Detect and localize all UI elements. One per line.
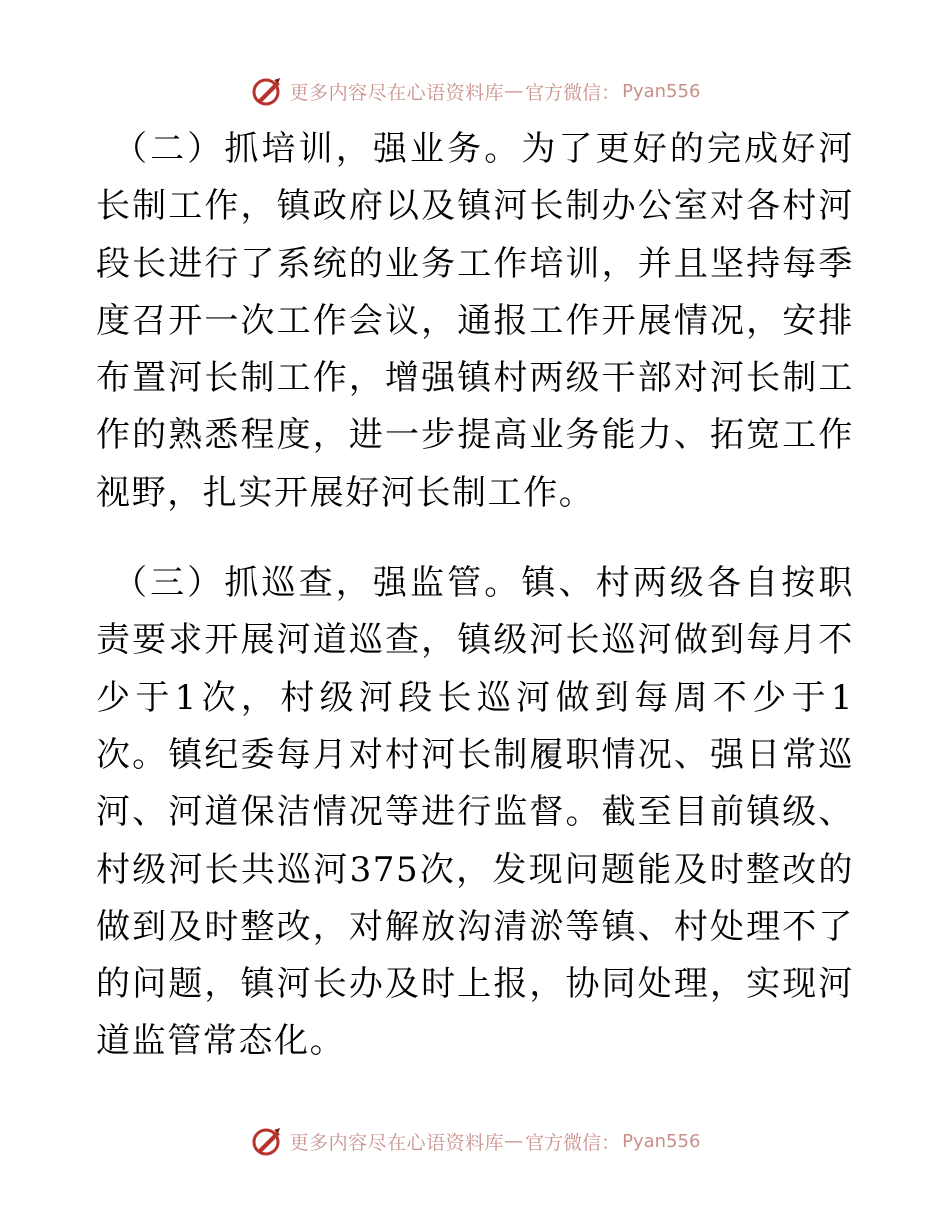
watermark-text: 更多内容尽在心语资料库 [289, 81, 505, 104]
header-watermark [0, 71, 950, 111]
watermark-text: 更多内容尽在心语资料库 [289, 1131, 505, 1154]
paragraph-patrol: （三）抓巡查，强监管。镇、村两级各自按职责要求开展河道巡查，镇级河长巡河做到每月不少于1次，村级河段长巡河做到每周不少于1次。镇纪委每月对村河长制履职情况、强日常巡河、河道保洁情况等进行监督。截至目前镇级、村级河长共巡河375次，发现问题能及时整改的做到及时整改，对解放沟清淤等镇、村处理不了的问题，镇河长办及时上报，协同处理，实现河道监管常态化。 [96, 563, 854, 1062]
watermark-separator: — [504, 80, 524, 102]
watermark-label: 官方微信： [525, 1131, 621, 1154]
brush-seal-icon [250, 1124, 284, 1158]
footer-watermark [0, 1121, 950, 1161]
watermark-label: 官方微信： [525, 81, 621, 104]
paragraph-training: （二）抓培训，强业务。为了更好的完成好河长制工作，镇政府以及镇河长制办公室对各村河段长进行了系统的业务工作培训，并且坚持每季度召开一次工作会议，通报工作开展情况，安排布置河长制工作，增强镇村两级干部对河长制工作的熟悉程度，进一步提高业务能力、拓宽工作视野，扎实开展好河长制工作。 [96, 129, 854, 513]
watermark-account: Pyan556 [622, 1130, 701, 1152]
brush-seal-icon [250, 74, 284, 108]
watermark-separator: — [504, 1130, 524, 1152]
document-body [96, 121, 854, 1071]
watermark-account: Pyan556 [622, 80, 701, 102]
